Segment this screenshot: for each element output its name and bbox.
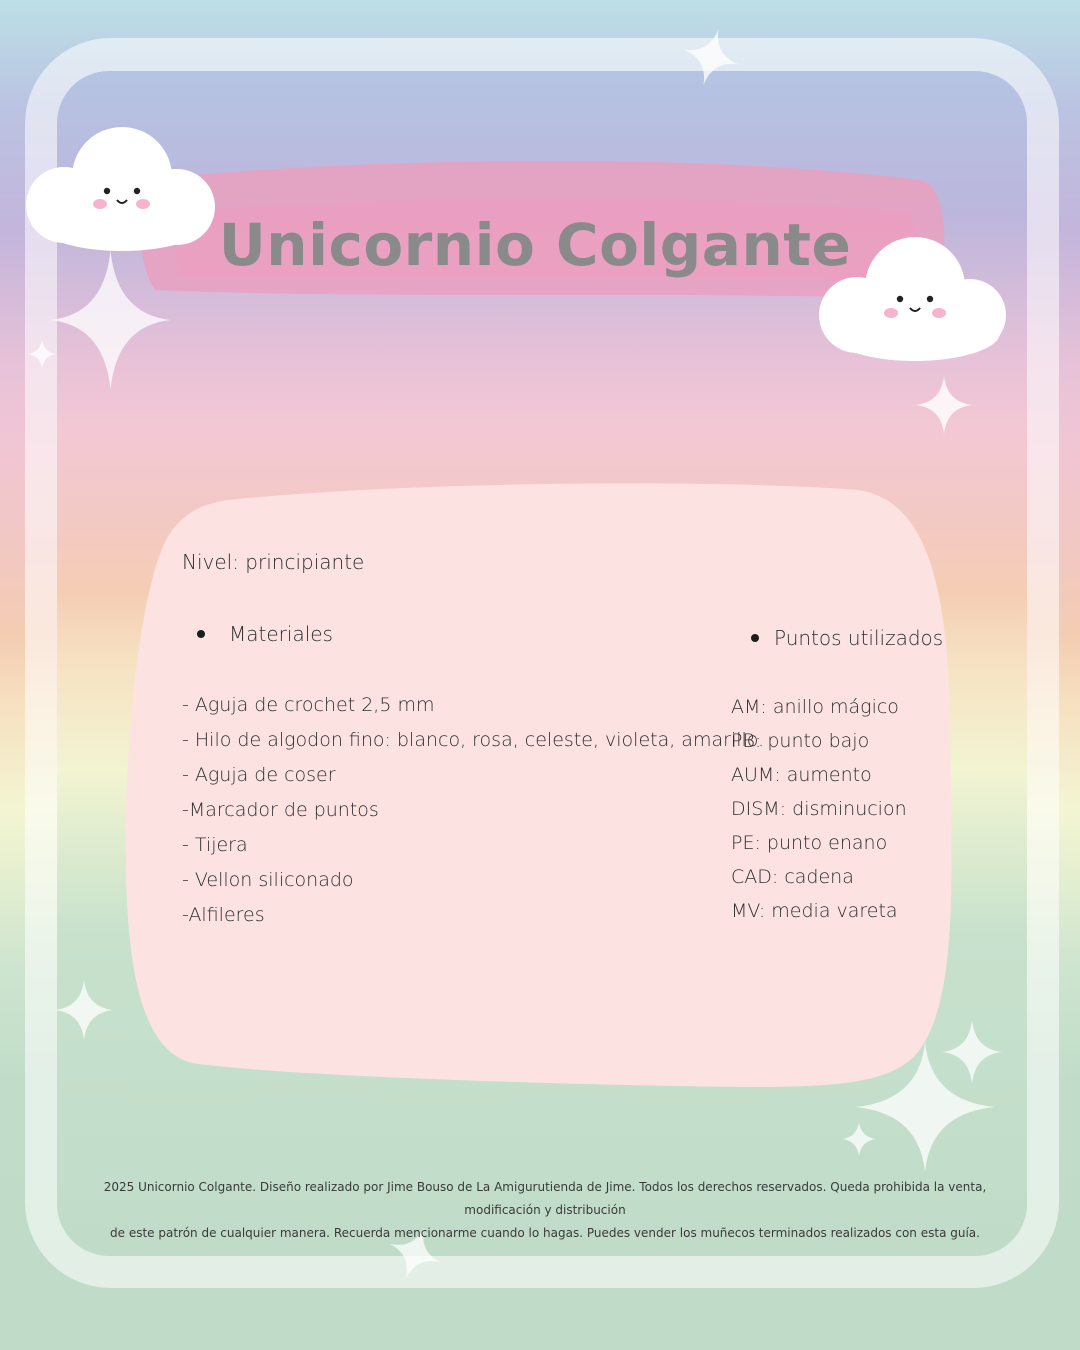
bullet-icon	[751, 634, 759, 642]
list-item: PB: punto bajo	[731, 730, 870, 752]
level-text: Nivel: principiante	[182, 550, 365, 574]
list-item: MV: media vareta	[731, 900, 898, 922]
list-item: CAD: cadena	[731, 866, 854, 888]
list-item: - Aguja de coser	[182, 764, 336, 786]
sparkle-icon	[916, 376, 972, 434]
sparkle-icon	[28, 340, 56, 368]
page-title: Unicornio Colgante	[218, 211, 852, 279]
list-item: - Tijera	[182, 834, 248, 856]
list-item: - Aguja de crochet 2,5 mm	[182, 694, 435, 716]
cloud-icon	[22, 125, 217, 255]
bullet-icon	[197, 630, 205, 638]
stitches-heading	[751, 626, 943, 650]
materials-list	[182, 688, 764, 933]
sparkle-icon	[55, 980, 113, 1040]
list-item: AUM: aumento	[731, 764, 872, 786]
cloud-icon	[815, 235, 1010, 365]
footer-line-1: 2025 Unicornio Colgante. Diseño realizado por Jime Bouso de La Amigurutienda de Jime. Todos los derechos reservados. Queda prohibida la venta, modificación y distribución	[103, 1180, 987, 1217]
list-item: DISM: disminucion	[731, 798, 907, 820]
list-item: AM: anillo mágico	[731, 696, 899, 718]
list-item: - Vellon siliconado	[182, 869, 354, 891]
list-item: -Alfileres	[182, 904, 265, 926]
list-item: -Marcador de puntos	[182, 799, 379, 821]
materials-heading-label: Materiales	[229, 622, 333, 646]
copyright-footer	[100, 1176, 990, 1245]
footer-line-2: de este patrón de cualquier manera. Recuerda mencionarme cuando lo hagas. Puedes vender los muñecos terminados realizados con esta guía.	[110, 1226, 980, 1240]
list-item: PE: punto enano	[731, 832, 888, 854]
materials-heading	[197, 622, 333, 646]
sparkle-icon	[683, 28, 739, 86]
list-item: - Hilo de algodon fino: blanco, rosa, celeste, violeta, amarillo.	[182, 729, 765, 751]
sparkle-icon	[48, 250, 173, 390]
sparkle-icon	[842, 1122, 876, 1156]
stitches-list	[731, 690, 907, 928]
stitches-heading-label: Puntos utilizados	[774, 626, 944, 650]
